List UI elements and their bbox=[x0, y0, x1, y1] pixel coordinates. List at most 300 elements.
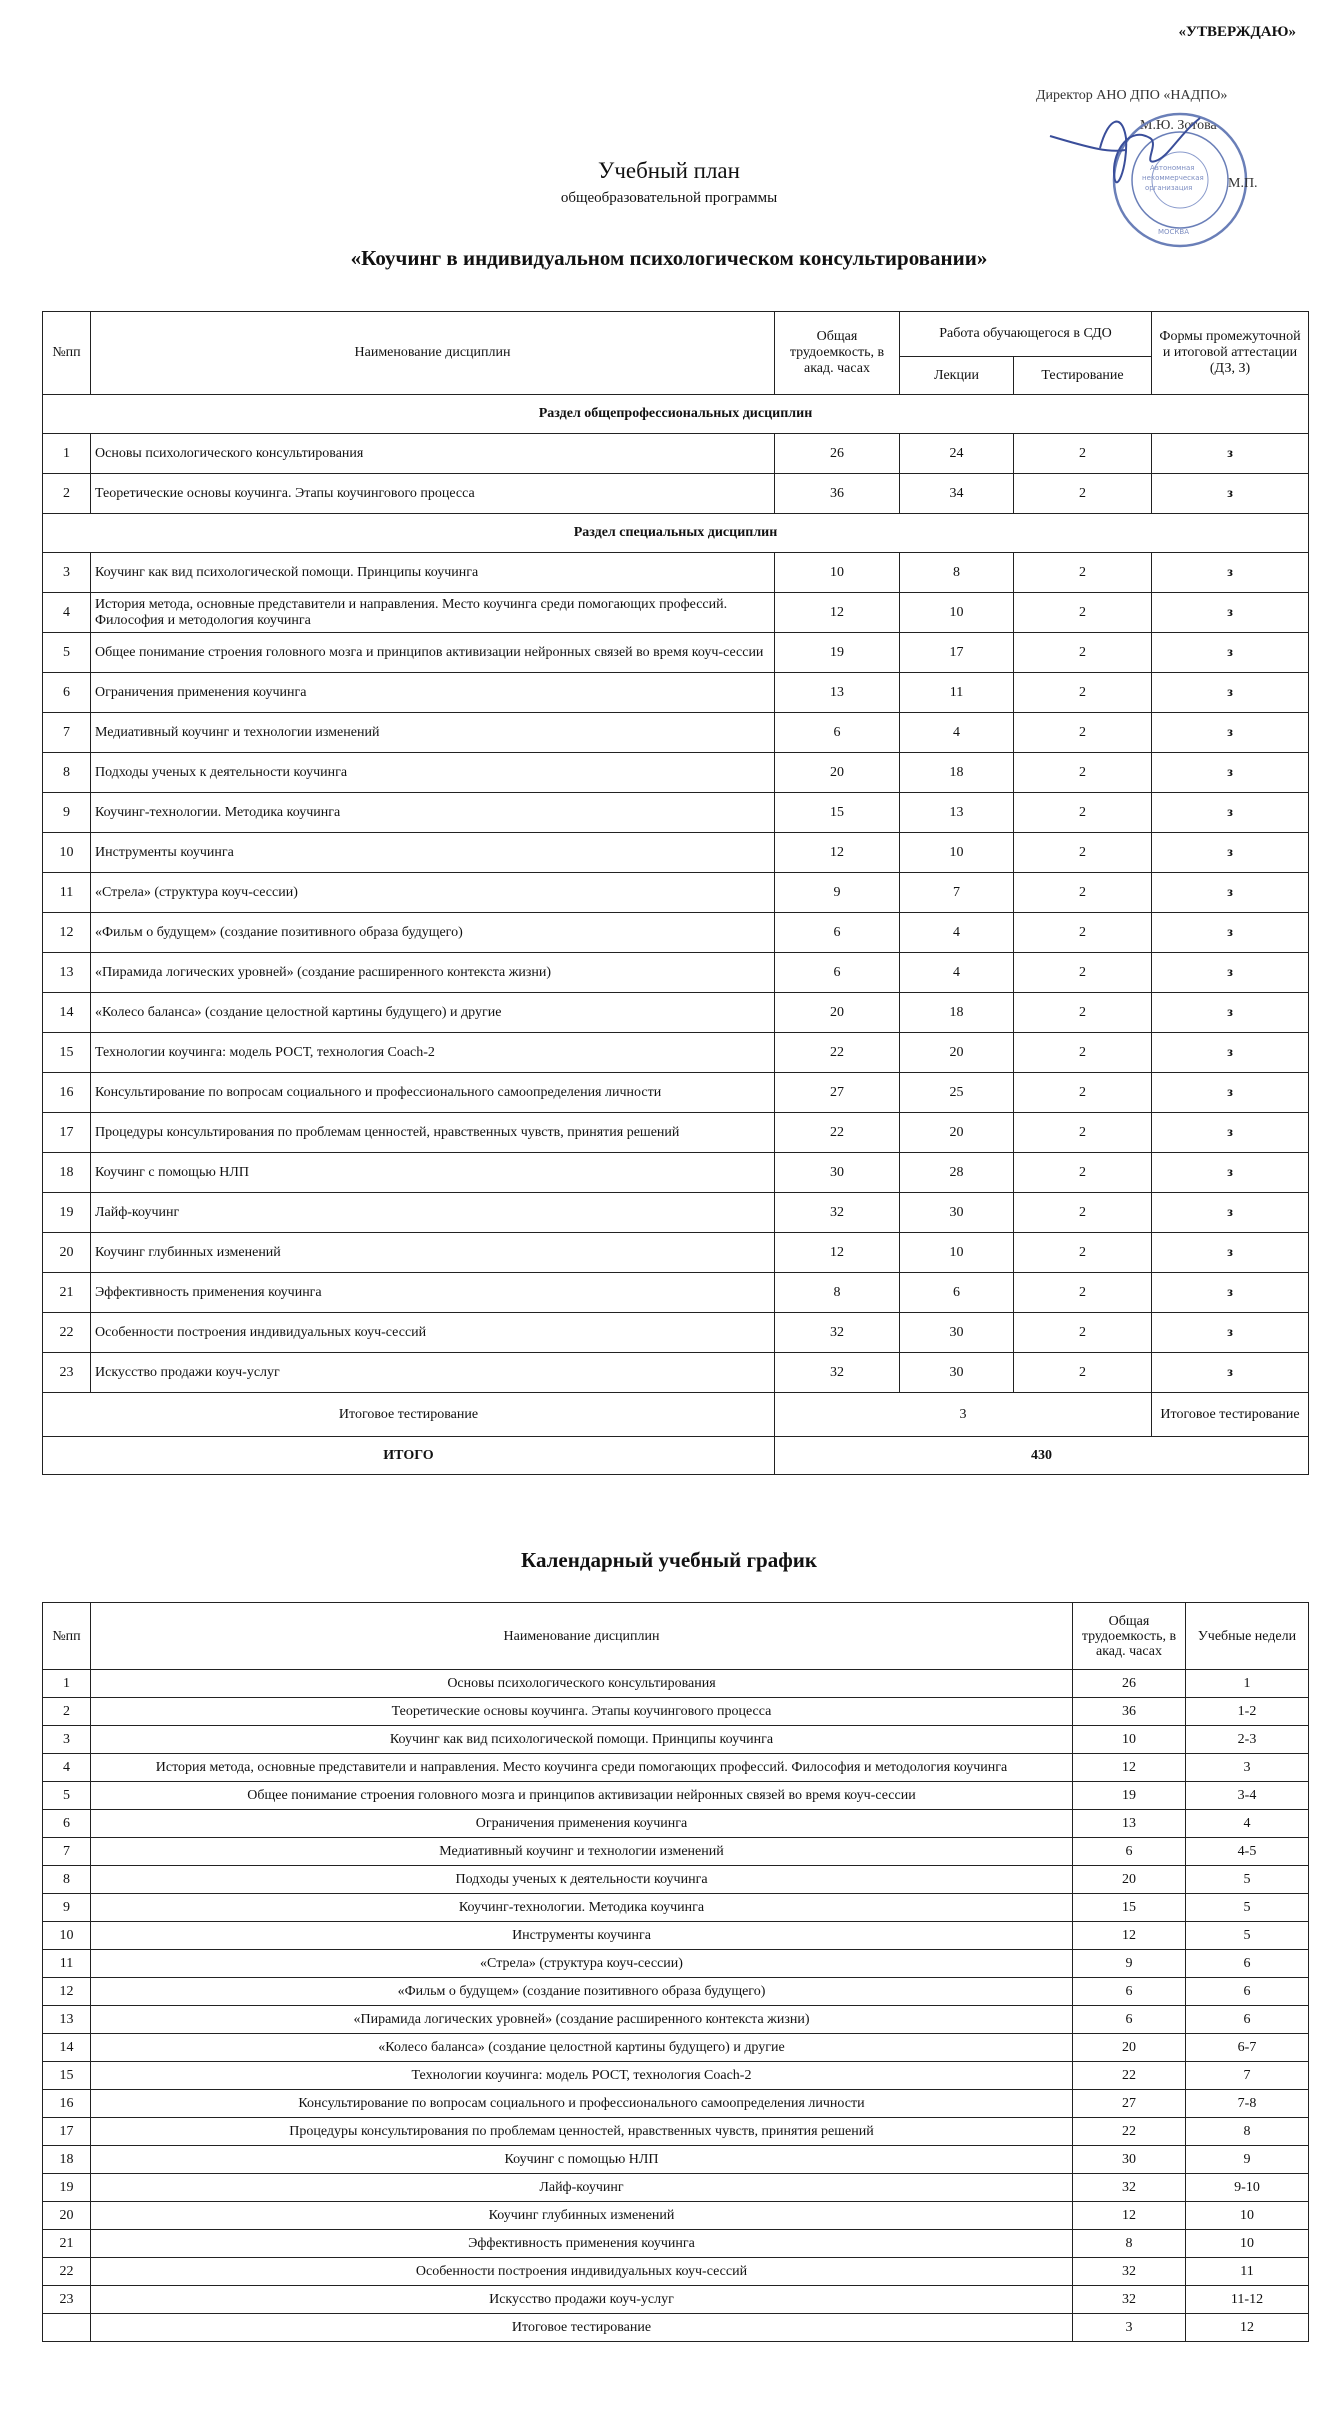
row-number: 5 bbox=[43, 633, 91, 673]
weeks-value: 6-7 bbox=[1186, 2034, 1309, 2062]
table-row bbox=[43, 953, 1309, 993]
discipline-name: Инструменты коучинга bbox=[91, 1922, 1073, 1950]
discipline-name: «Пирамида логических уровней» (создание расширенного контекста жизни) bbox=[91, 953, 775, 993]
form-value: з bbox=[1152, 713, 1309, 753]
discipline-name: Медиативный коучинг и технологии изменений bbox=[91, 713, 775, 753]
weeks-value: 8 bbox=[1186, 2118, 1309, 2146]
form-value: з bbox=[1152, 673, 1309, 713]
lectures-value: 20 bbox=[900, 1113, 1014, 1153]
form-value: з bbox=[1152, 1353, 1309, 1393]
discipline-name: Эффективность применения коучинга bbox=[91, 2230, 1073, 2258]
program-title: «Коучинг в индивидуальном психологическом консультировании» bbox=[350, 246, 988, 270]
hours-value: 13 bbox=[1073, 1810, 1186, 1838]
lectures-value: 18 bbox=[900, 753, 1014, 793]
hours-value: 10 bbox=[775, 553, 900, 593]
row-number: 10 bbox=[43, 1922, 91, 1950]
weeks-value: 7-8 bbox=[1186, 2090, 1309, 2118]
form-value: з bbox=[1152, 873, 1309, 913]
discipline-name: Процедуры консультирования по проблемам ценностей, нравственных чувств, принятия решений bbox=[91, 1113, 775, 1153]
form-value: з bbox=[1152, 1313, 1309, 1353]
col-header-testing: Тестирование bbox=[1014, 357, 1152, 395]
final-testing-hours: 3 bbox=[775, 1393, 1152, 1437]
row-number: 8 bbox=[43, 753, 91, 793]
lectures-value: 7 bbox=[900, 873, 1014, 913]
table-row bbox=[43, 673, 1309, 713]
col-header-number: №пп bbox=[43, 312, 91, 395]
testing-value: 2 bbox=[1014, 1353, 1152, 1393]
row-number: 13 bbox=[43, 953, 91, 993]
row-number bbox=[43, 2314, 91, 2342]
lectures-value: 17 bbox=[900, 633, 1014, 673]
hours-value: 26 bbox=[1073, 1670, 1186, 1698]
discipline-name: Процедуры консультирования по проблемам ценностей, нравственных чувств, принятия решений bbox=[91, 2118, 1073, 2146]
hours-value: 32 bbox=[775, 1193, 900, 1233]
lectures-value: 4 bbox=[900, 953, 1014, 993]
hours-value: 36 bbox=[775, 474, 900, 514]
col-header-lectures: Лекции bbox=[900, 357, 1014, 395]
table-row bbox=[43, 2174, 1309, 2202]
discipline-name: «Пирамида логических уровней» (создание расширенного контекста жизни) bbox=[91, 2006, 1073, 2034]
testing-value: 2 bbox=[1014, 753, 1152, 793]
lectures-value: 4 bbox=[900, 713, 1014, 753]
final-testing-row bbox=[43, 1393, 1309, 1437]
director-title: Директор АНО ДПО «НАДПО» bbox=[1036, 88, 1228, 103]
hours-value: 20 bbox=[1073, 2034, 1186, 2062]
row-number: 11 bbox=[43, 1950, 91, 1978]
row-number: 7 bbox=[43, 713, 91, 753]
total-row bbox=[43, 1437, 1309, 1475]
table-row bbox=[43, 1273, 1309, 1313]
section-general: Раздел общепрофессиональных дисциплин bbox=[43, 395, 1309, 434]
hours-value: 6 bbox=[775, 713, 900, 753]
table-row bbox=[43, 913, 1309, 953]
row-number: 12 bbox=[43, 913, 91, 953]
row-number: 4 bbox=[43, 593, 91, 633]
row-number: 9 bbox=[43, 1894, 91, 1922]
approval-label: «УТВЕРЖДАЮ» bbox=[1178, 24, 1296, 40]
form-value: з bbox=[1152, 633, 1309, 673]
table-row bbox=[43, 2118, 1309, 2146]
discipline-name: «Колесо баланса» (создание целостной картины будущего) и другие bbox=[91, 2034, 1073, 2062]
col-header-name: Наименование дисциплин bbox=[91, 1603, 1073, 1670]
lectures-value: 10 bbox=[900, 833, 1014, 873]
row-number: 17 bbox=[43, 1113, 91, 1153]
discipline-name: История метода, основные представители и направления. Место коучинга среди помогающих профессий. Философия и методология коучинга bbox=[91, 1754, 1073, 1782]
row-number: 21 bbox=[43, 1273, 91, 1313]
lectures-value: 20 bbox=[900, 1033, 1014, 1073]
row-number: 18 bbox=[43, 2146, 91, 2174]
discipline-name: Коучинг глубинных изменений bbox=[91, 2202, 1073, 2230]
hours-value: 6 bbox=[1073, 1978, 1186, 2006]
table-row bbox=[43, 1670, 1309, 1698]
lectures-value: 34 bbox=[900, 474, 1014, 514]
row-number: 14 bbox=[43, 993, 91, 1033]
discipline-name: Теоретические основы коучинга. Этапы коучингового процесса bbox=[91, 1698, 1073, 1726]
table-row bbox=[43, 793, 1309, 833]
discipline-name: Подходы ученых к деятельности коучинга bbox=[91, 1866, 1073, 1894]
schedule-title: Календарный учебный график bbox=[521, 1548, 817, 1572]
table-row bbox=[43, 434, 1309, 474]
discipline-name: Коучинг как вид психологической помощи. Принципы коучинга bbox=[91, 1726, 1073, 1754]
lectures-value: 28 bbox=[900, 1153, 1014, 1193]
col-header-hours: Общая трудоемкость, в акад. часах bbox=[1073, 1603, 1186, 1670]
form-value: з bbox=[1152, 753, 1309, 793]
weeks-value: 5 bbox=[1186, 1866, 1309, 1894]
weeks-value: 11-12 bbox=[1186, 2286, 1309, 2314]
hours-value: 12 bbox=[775, 833, 900, 873]
discipline-name: Искусство продажи коуч-услуг bbox=[91, 1353, 775, 1393]
weeks-value: 3-4 bbox=[1186, 1782, 1309, 1810]
testing-value: 2 bbox=[1014, 713, 1152, 753]
row-number: 1 bbox=[43, 434, 91, 474]
row-number: 11 bbox=[43, 873, 91, 913]
svg-text:Автономная: Автономная bbox=[1150, 164, 1195, 172]
row-number: 3 bbox=[43, 1726, 91, 1754]
weeks-value: 11 bbox=[1186, 2258, 1309, 2286]
table-row bbox=[43, 1838, 1309, 1866]
col-header-hours: Общая трудоемкость, в акад. часах bbox=[775, 312, 900, 395]
hours-value: 15 bbox=[775, 793, 900, 833]
table-row bbox=[43, 1698, 1309, 1726]
table-row bbox=[43, 2062, 1309, 2090]
col-header-work: Работа обучающегося в СДО bbox=[900, 312, 1152, 357]
table-row bbox=[43, 713, 1309, 753]
final-testing-label: Итоговое тестирование bbox=[43, 1393, 775, 1437]
hours-value: 9 bbox=[775, 873, 900, 913]
discipline-name: Ограничения применения коучинга bbox=[91, 673, 775, 713]
row-number: 19 bbox=[43, 2174, 91, 2202]
discipline-name: Ограничения применения коучинга bbox=[91, 1810, 1073, 1838]
table-row bbox=[43, 633, 1309, 673]
testing-value: 2 bbox=[1014, 1193, 1152, 1233]
section-special: Раздел специальных дисциплин bbox=[43, 514, 1309, 553]
table-row bbox=[43, 2034, 1309, 2062]
section-row bbox=[43, 395, 1309, 434]
table-row bbox=[43, 1313, 1309, 1353]
weeks-value: 5 bbox=[1186, 1922, 1309, 1950]
lectures-value: 24 bbox=[900, 434, 1014, 474]
row-number: 16 bbox=[43, 1073, 91, 1113]
form-value: з bbox=[1152, 593, 1309, 633]
discipline-name: Технологии коучинга: модель РОСТ, технология Coach-2 bbox=[91, 2062, 1073, 2090]
discipline-name: Медиативный коучинг и технологии изменений bbox=[91, 1838, 1073, 1866]
weeks-value: 6 bbox=[1186, 1978, 1309, 2006]
table-row bbox=[43, 1922, 1309, 1950]
row-number: 7 bbox=[43, 1838, 91, 1866]
testing-value: 2 bbox=[1014, 1273, 1152, 1313]
hours-value: 13 bbox=[775, 673, 900, 713]
lectures-value: 10 bbox=[900, 1233, 1014, 1273]
hours-value: 22 bbox=[1073, 2118, 1186, 2146]
table-row bbox=[43, 1353, 1309, 1393]
hours-value: 32 bbox=[775, 1313, 900, 1353]
table-row bbox=[43, 2006, 1309, 2034]
lectures-value: 13 bbox=[900, 793, 1014, 833]
table-row bbox=[43, 833, 1309, 873]
discipline-name: Итоговое тестирование bbox=[91, 2314, 1073, 2342]
hours-value: 26 bbox=[775, 434, 900, 474]
lectures-value: 30 bbox=[900, 1313, 1014, 1353]
form-value: з bbox=[1152, 793, 1309, 833]
weeks-value: 4 bbox=[1186, 1810, 1309, 1838]
form-value: з bbox=[1152, 1073, 1309, 1113]
table-row bbox=[43, 2146, 1309, 2174]
hours-value: 22 bbox=[1073, 2062, 1186, 2090]
hours-value: 30 bbox=[1073, 2146, 1186, 2174]
col-header-forms: Формы промежуточной и итоговой аттестации (ДЗ, З) bbox=[1152, 312, 1309, 395]
lectures-value: 8 bbox=[900, 553, 1014, 593]
table-row bbox=[43, 1233, 1309, 1273]
hours-value: 32 bbox=[1073, 2286, 1186, 2314]
total-value: 430 bbox=[775, 1437, 1309, 1475]
table-row bbox=[43, 1894, 1309, 1922]
weeks-value: 1 bbox=[1186, 1670, 1309, 1698]
table-row bbox=[43, 1782, 1309, 1810]
row-number: 1 bbox=[43, 1670, 91, 1698]
row-number: 6 bbox=[43, 1810, 91, 1838]
page-subtitle: общеобразовательной программы bbox=[560, 190, 778, 206]
discipline-name: Подходы ученых к деятельности коучинга bbox=[91, 753, 775, 793]
table-row bbox=[43, 2090, 1309, 2118]
form-value: з bbox=[1152, 474, 1309, 514]
weeks-value: 12 bbox=[1186, 2314, 1309, 2342]
lectures-value: 25 bbox=[900, 1073, 1014, 1113]
discipline-name: История метода, основные представители и направления. Место коучинга среди помогающих профессий. Философия и методология коучинга bbox=[91, 593, 775, 633]
table-row bbox=[43, 1810, 1309, 1838]
table-row bbox=[43, 873, 1309, 913]
hours-value: 20 bbox=[1073, 1866, 1186, 1894]
hours-value: 6 bbox=[775, 913, 900, 953]
discipline-name: Эффективность применения коучинга bbox=[91, 1273, 775, 1313]
discipline-name: Коучинг с помощью НЛП bbox=[91, 1153, 775, 1193]
weeks-value: 4-5 bbox=[1186, 1838, 1309, 1866]
weeks-value: 7 bbox=[1186, 2062, 1309, 2090]
row-number: 10 bbox=[43, 833, 91, 873]
form-value: з bbox=[1152, 1153, 1309, 1193]
discipline-name: Коучинг глубинных изменений bbox=[91, 1233, 775, 1273]
row-number: 4 bbox=[43, 1754, 91, 1782]
hours-value: 22 bbox=[775, 1033, 900, 1073]
form-value: з bbox=[1152, 833, 1309, 873]
discipline-name: Общее понимание строения головного мозга и принципов активизации нейронных связей во время коуч-сессии bbox=[91, 633, 775, 673]
row-number: 22 bbox=[43, 2258, 91, 2286]
discipline-name: Теоретические основы коучинга. Этапы коучингового процесса bbox=[91, 474, 775, 514]
hours-value: 12 bbox=[1073, 2202, 1186, 2230]
form-value: з bbox=[1152, 1193, 1309, 1233]
testing-value: 2 bbox=[1014, 1073, 1152, 1113]
weeks-value: 9 bbox=[1186, 2146, 1309, 2174]
svg-text:некоммерческая: некоммерческая bbox=[1142, 174, 1204, 182]
hours-value: 10 bbox=[1073, 1726, 1186, 1754]
discipline-name: Коучинг-технологии. Методика коучинга bbox=[91, 793, 775, 833]
row-number: 14 bbox=[43, 2034, 91, 2062]
hours-value: 12 bbox=[1073, 1922, 1186, 1950]
section-row bbox=[43, 514, 1309, 553]
row-number: 8 bbox=[43, 1866, 91, 1894]
hours-value: 19 bbox=[775, 633, 900, 673]
col-header-name: Наименование дисциплин bbox=[91, 312, 775, 395]
col-header-weeks: Учебные недели bbox=[1186, 1603, 1309, 1670]
hours-value: 8 bbox=[1073, 2230, 1186, 2258]
weeks-value: 6 bbox=[1186, 2006, 1309, 2034]
testing-value: 2 bbox=[1014, 1233, 1152, 1273]
svg-text:организация: организация bbox=[1145, 184, 1193, 192]
weeks-value: 5 bbox=[1186, 1894, 1309, 1922]
table-row bbox=[43, 1726, 1309, 1754]
discipline-name: «Фильм о будущем» (создание позитивного образа будущего) bbox=[91, 913, 775, 953]
table-row bbox=[43, 2314, 1309, 2342]
total-label: ИТОГО bbox=[43, 1437, 775, 1475]
discipline-name: Коучинг как вид психологической помощи. Принципы коучинга bbox=[91, 553, 775, 593]
discipline-name: Особенности построения индивидуальных коуч-сессий bbox=[91, 2258, 1073, 2286]
discipline-name: «Стрела» (структура коуч-сессии) bbox=[91, 873, 775, 913]
weeks-value: 10 bbox=[1186, 2230, 1309, 2258]
table-row bbox=[43, 474, 1309, 514]
hours-value: 20 bbox=[775, 993, 900, 1033]
hours-value: 6 bbox=[1073, 1838, 1186, 1866]
table-row bbox=[43, 1754, 1309, 1782]
table-row bbox=[43, 1033, 1309, 1073]
row-number: 20 bbox=[43, 1233, 91, 1273]
row-number: 2 bbox=[43, 474, 91, 514]
discipline-name: Консультирование по вопросам социального и профессионального самоопределения личности bbox=[91, 1073, 775, 1113]
table-row bbox=[43, 593, 1309, 633]
testing-value: 2 bbox=[1014, 1033, 1152, 1073]
table-row bbox=[43, 993, 1309, 1033]
testing-value: 2 bbox=[1014, 553, 1152, 593]
form-value: з bbox=[1152, 1113, 1309, 1153]
table-row bbox=[43, 553, 1309, 593]
form-value: з bbox=[1152, 1033, 1309, 1073]
discipline-name: Основы психологического консультирования bbox=[91, 434, 775, 474]
page-title: Учебный план bbox=[598, 158, 740, 183]
hours-value: 32 bbox=[1073, 2258, 1186, 2286]
discipline-name: «Стрела» (структура коуч-сессии) bbox=[91, 1950, 1073, 1978]
table-row bbox=[43, 2286, 1309, 2314]
weeks-value: 1-2 bbox=[1186, 1698, 1309, 1726]
hours-value: 27 bbox=[775, 1073, 900, 1113]
svg-text:МОСКВА: МОСКВА bbox=[1158, 228, 1189, 236]
discipline-name: Консультирование по вопросам социального и профессионального самоопределения личности bbox=[91, 2090, 1073, 2118]
table-row bbox=[43, 2258, 1309, 2286]
discipline-name: Коучинг-технологии. Методика коучинга bbox=[91, 1894, 1073, 1922]
testing-value: 2 bbox=[1014, 633, 1152, 673]
hours-value: 12 bbox=[775, 1233, 900, 1273]
form-value: з bbox=[1152, 434, 1309, 474]
row-number: 16 bbox=[43, 2090, 91, 2118]
row-number: 2 bbox=[43, 1698, 91, 1726]
hours-value: 12 bbox=[1073, 1754, 1186, 1782]
form-value: з bbox=[1152, 1233, 1309, 1273]
table-row bbox=[43, 1113, 1309, 1153]
discipline-name: Особенности построения индивидуальных коуч-сессий bbox=[91, 1313, 775, 1353]
hours-value: 36 bbox=[1073, 1698, 1186, 1726]
discipline-name: «Колесо баланса» (создание целостной картины будущего) и другие bbox=[91, 993, 775, 1033]
testing-value: 2 bbox=[1014, 593, 1152, 633]
hours-value: 27 bbox=[1073, 2090, 1186, 2118]
testing-value: 2 bbox=[1014, 873, 1152, 913]
table-row bbox=[43, 2202, 1309, 2230]
lectures-value: 4 bbox=[900, 913, 1014, 953]
testing-value: 2 bbox=[1014, 1313, 1152, 1353]
discipline-name: Технологии коучинга: модель РОСТ, технология Coach-2 bbox=[91, 1033, 775, 1073]
hours-value: 20 bbox=[775, 753, 900, 793]
discipline-name: Общее понимание строения головного мозга и принципов активизации нейронных связей во время коуч-сессии bbox=[91, 1782, 1073, 1810]
hours-value: 8 bbox=[775, 1273, 900, 1313]
testing-value: 2 bbox=[1014, 434, 1152, 474]
row-number: 18 bbox=[43, 1153, 91, 1193]
testing-value: 2 bbox=[1014, 993, 1152, 1033]
row-number: 5 bbox=[43, 1782, 91, 1810]
schedule-table bbox=[42, 1602, 1309, 2342]
hours-value: 30 bbox=[775, 1153, 900, 1193]
row-number: 21 bbox=[43, 2230, 91, 2258]
table-row bbox=[43, 1153, 1309, 1193]
testing-value: 2 bbox=[1014, 913, 1152, 953]
weeks-value: 3 bbox=[1186, 1754, 1309, 1782]
lectures-value: 11 bbox=[900, 673, 1014, 713]
discipline-name: Искусство продажи коуч-услуг bbox=[91, 2286, 1073, 2314]
hours-value: 22 bbox=[775, 1113, 900, 1153]
testing-value: 2 bbox=[1014, 953, 1152, 993]
discipline-name: Лайф-коучинг bbox=[91, 1193, 775, 1233]
row-number: 12 bbox=[43, 1978, 91, 2006]
table-row bbox=[43, 1950, 1309, 1978]
discipline-name: Коучинг с помощью НЛП bbox=[91, 2146, 1073, 2174]
weeks-value: 2-3 bbox=[1186, 1726, 1309, 1754]
row-number: 15 bbox=[43, 1033, 91, 1073]
lectures-value: 30 bbox=[900, 1353, 1014, 1393]
hours-value: 9 bbox=[1073, 1950, 1186, 1978]
discipline-name: Инструменты коучинга bbox=[91, 833, 775, 873]
testing-value: 2 bbox=[1014, 833, 1152, 873]
table-row bbox=[43, 753, 1309, 793]
discipline-name: Лайф-коучинг bbox=[91, 2174, 1073, 2202]
testing-value: 2 bbox=[1014, 1113, 1152, 1153]
row-number: 19 bbox=[43, 1193, 91, 1233]
row-number: 6 bbox=[43, 673, 91, 713]
weeks-value: 10 bbox=[1186, 2202, 1309, 2230]
hours-value: 3 bbox=[1073, 2314, 1186, 2342]
form-value: з bbox=[1152, 1273, 1309, 1313]
hours-value: 12 bbox=[775, 593, 900, 633]
row-number: 17 bbox=[43, 2118, 91, 2146]
curriculum-table bbox=[42, 311, 1309, 1475]
form-value: з bbox=[1152, 913, 1309, 953]
final-testing-form: Итоговое тестирование bbox=[1152, 1393, 1309, 1437]
lectures-value: 30 bbox=[900, 1193, 1014, 1233]
weeks-value: 9-10 bbox=[1186, 2174, 1309, 2202]
testing-value: 2 bbox=[1014, 474, 1152, 514]
row-number: 23 bbox=[43, 2286, 91, 2314]
hours-value: 15 bbox=[1073, 1894, 1186, 1922]
lectures-value: 6 bbox=[900, 1273, 1014, 1313]
row-number: 9 bbox=[43, 793, 91, 833]
col-header-number: №пп bbox=[43, 1603, 91, 1670]
hours-value: 6 bbox=[1073, 2006, 1186, 2034]
table-row bbox=[43, 1978, 1309, 2006]
lectures-value: 10 bbox=[900, 593, 1014, 633]
row-number: 23 bbox=[43, 1353, 91, 1393]
table-row bbox=[43, 1866, 1309, 1894]
row-number: 13 bbox=[43, 2006, 91, 2034]
form-value: з bbox=[1152, 993, 1309, 1033]
table-row bbox=[43, 2230, 1309, 2258]
weeks-value: 6 bbox=[1186, 1950, 1309, 1978]
row-number: 20 bbox=[43, 2202, 91, 2230]
director-name: М.Ю. Зотова bbox=[1140, 118, 1217, 133]
testing-value: 2 bbox=[1014, 793, 1152, 833]
